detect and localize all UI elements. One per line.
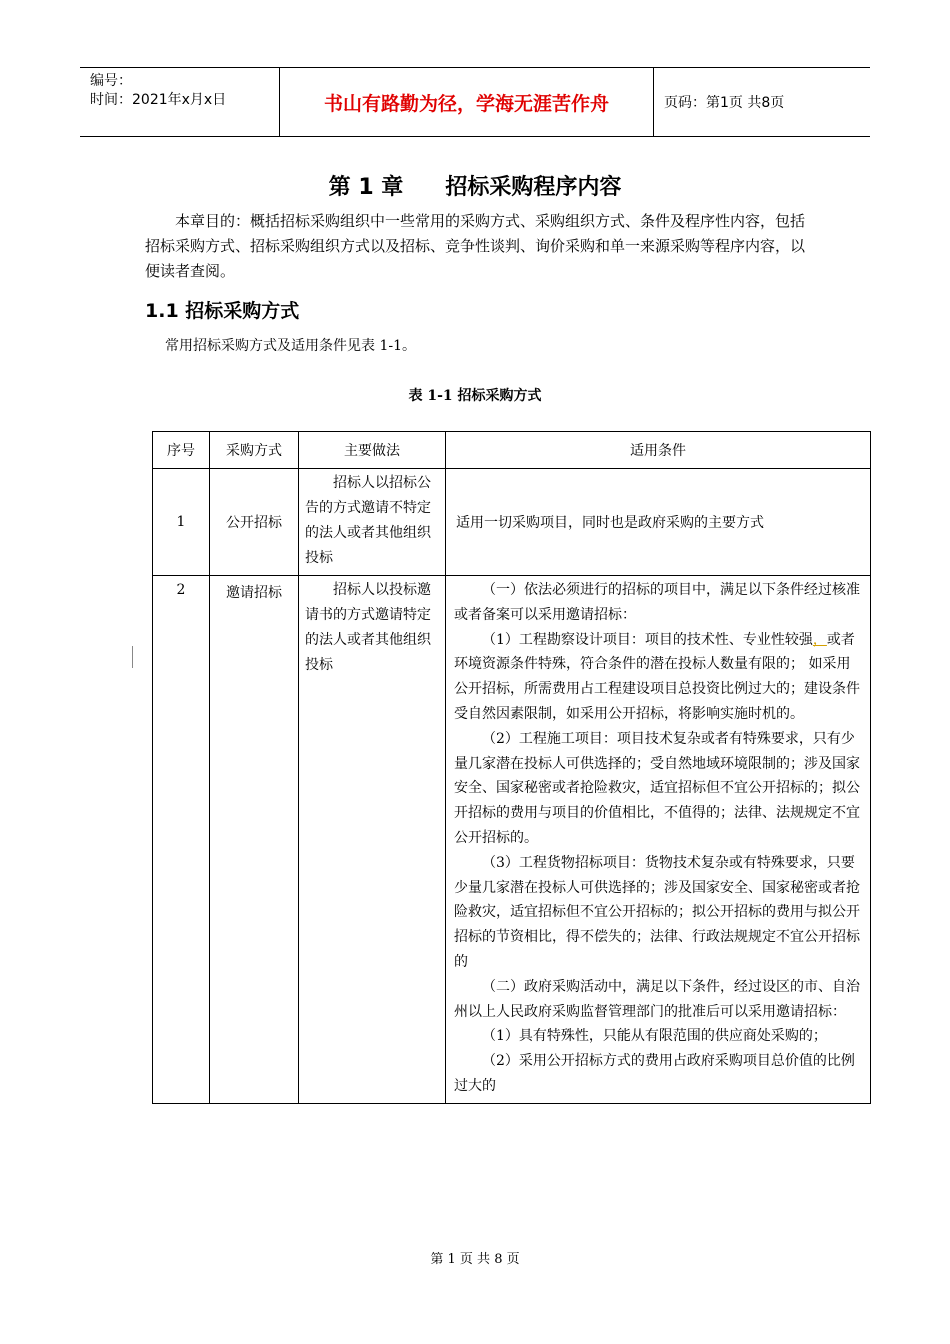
header-cell-practice: 主要做法 [299, 432, 446, 469]
chapter-name: 招标采购程序内容 [445, 175, 622, 200]
section-title: 1.1 招标采购方式 [145, 300, 300, 322]
header-cell-method: 采购方式 [210, 432, 299, 469]
row-method: 公开招标 [210, 469, 299, 576]
row-number: 2 [153, 576, 210, 1104]
condition-text: （1）工程勘察设计项目：项目的技术性、专业性较强 [482, 631, 813, 648]
chapter-intro: 本章目的：概括招标采购组织中一些常用的采购方式、采购组织方式、条件及程序性内容，包括招标采购方式、招标采购组织方式以及招标、竞争性谈判、询价采购和单一来源采购等程序内容，以便读者查阅。 [145, 212, 806, 280]
table-row [153, 576, 871, 1104]
row-practice: 招标人以投标邀请书的方式邀请特定的法人或者其他组织投标 [299, 576, 446, 1104]
condition-paragraph: （1）具有特殊性，只能从有限范围的供应商处采购的； [482, 1028, 827, 1045]
header-cell-no: 序号 [153, 432, 210, 469]
condition-paragraph: （2）采用公开招标方式的费用占政府采购项目总价值的比例过大的 [454, 1053, 855, 1094]
condition-paragraph: （3）工程货物招标项目：货物技术复杂或有特殊要求，只要少量几家潜在投标人可供选择的；涉及国家安全、国家秘密或者抢险救灾，适宜招标但不宜公开招标的；拟公开招标的费用与拟公开招标的节资相比，得不偿失的；法律、行政法规规定不宜公开招标的 [454, 854, 860, 970]
condition-paragraph [454, 628, 862, 727]
row-condition: 适用一切采购项目，同时也是政府采购的主要方式 [446, 469, 871, 576]
condition-paragraph: （二）政府采购活动中，满足以下条件，经过设区的市、自治州以上人民政府采购监督管理部门的批准后可以采用邀请招标： [454, 978, 860, 1020]
row-number: 1 [153, 469, 210, 576]
table-caption: 表 1-1 招标采购方式 [408, 388, 542, 404]
header-page-info: 页码：第1页 共8页 [664, 95, 785, 111]
condition-paragraph: （2）工程施工项目：项目技术复杂或者有特殊要求，只有少量几家潜在投标人可供选择的；受自然地域环境限制的；涉及国家安全、国家秘密或者抢险救灾，适宜招标但不宜公开招标的；拟公开招标的费用与项目的价值相比，不值得的；法律、法规规定不宜公开招标的。 [454, 730, 860, 846]
margin-change-bar [132, 646, 133, 668]
procurement-methods-table [152, 431, 871, 1104]
header-motto: 书山有路勤为径，学海无涯苦作舟 [280, 68, 654, 136]
row-method: 邀请招标 [210, 576, 299, 1104]
chapter-number: 第 1 章 [328, 175, 404, 200]
revision-mark: ， [812, 631, 827, 648]
condition-text: 或者环境资源条件特殊，符合条件的潜在投标人数量有限的； 如采用公开招标，所需费用占工程建设项目总投资比例过大的；建设条件受自然因素限制，如采用公开招标，将影响实施时机的。 [454, 631, 860, 722]
chapter-title [0, 170, 950, 201]
table-row [153, 469, 871, 576]
page-footer: 第 1 页 共 8 页 [430, 1252, 520, 1267]
header-number: 编号： [90, 73, 132, 89]
section-paragraph: 常用招标采购方式及适用条件见表 1-1。 [165, 338, 416, 354]
header-meta [80, 68, 280, 136]
page-header [80, 67, 870, 137]
row-practice: 招标人以招标公告的方式邀请不特定的法人或者其他组织投标 [299, 469, 446, 576]
header-time: 时间：2021年x月x日 [90, 92, 227, 108]
table-header-row [153, 432, 871, 469]
condition-paragraph: （一）依法必须进行的招标的项目中，满足以下条件经过核准或者备案可以采用邀请招标： [454, 582, 860, 623]
header-cell-condition: 适用条件 [446, 432, 871, 469]
row-condition [446, 576, 871, 1104]
